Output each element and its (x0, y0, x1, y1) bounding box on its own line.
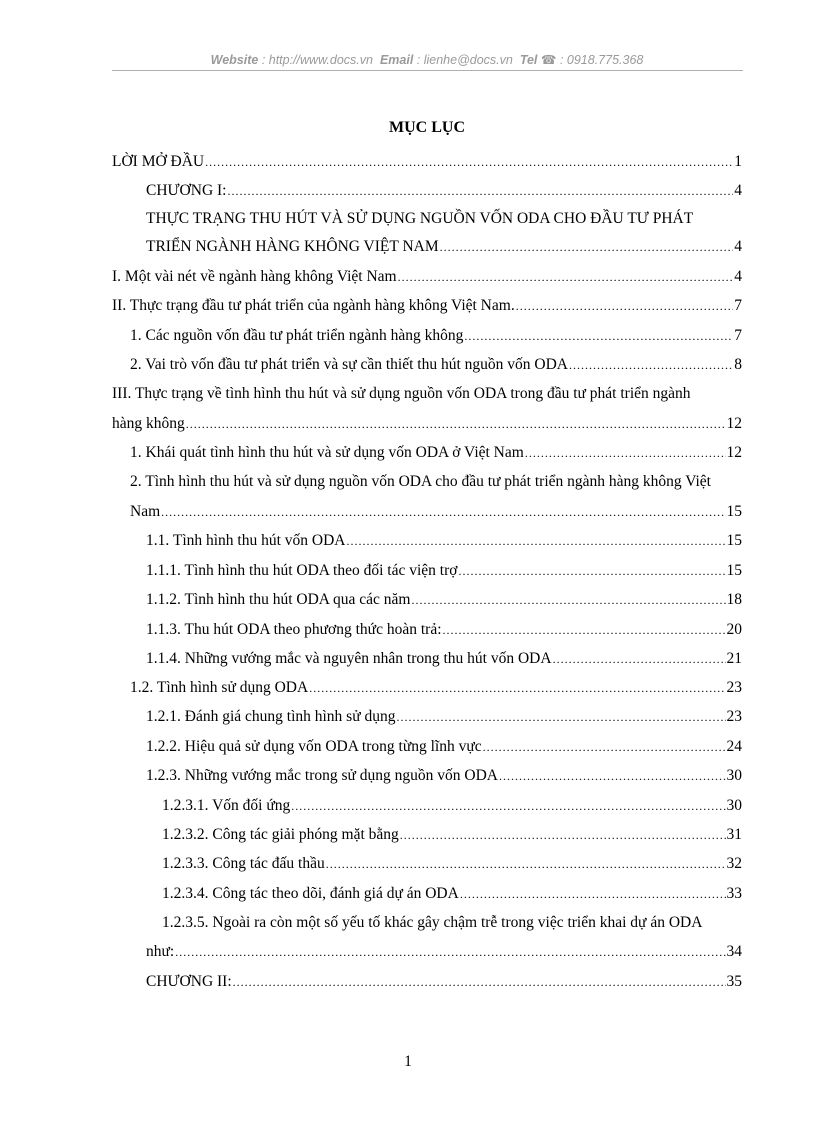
toc-entry-page: 4 (734, 182, 742, 199)
toc-entry-page: 33 (726, 885, 742, 902)
toc-entry-page: 21 (726, 650, 742, 667)
toc-entry-title: 1. Các nguồn vốn đầu tư phát triển ngành hàng không (130, 327, 464, 344)
dot-leader (458, 560, 725, 582)
toc-entry-title: LỜI MỞ ĐẦU (112, 153, 205, 170)
toc-entry-title: 1.2.1. Đánh giá chung tình hình sử dụng (146, 708, 396, 725)
toc-entry-title: CHƯƠNG II: (146, 973, 232, 990)
page-number: 1 (404, 1053, 412, 1070)
dot-leader (227, 180, 733, 202)
dot-leader (460, 883, 726, 905)
toc-line: III. Thực trạng về tình hình thu hút và sử dụng nguồn vốn ODA trong đầu tư phát triển ngành (112, 385, 691, 402)
dot-leader (186, 413, 726, 435)
toc-entry[interactable] (130, 442, 742, 464)
toc-entry-title: TRIỂN NGÀNH HÀNG KHÔNG VIỆT NAM (146, 238, 439, 255)
toc-entry[interactable] (130, 501, 742, 523)
toc-entry-page: 24 (726, 738, 742, 755)
toc-entry-page: 30 (726, 797, 742, 814)
toc-entry[interactable] (162, 795, 742, 817)
toc-entry[interactable] (112, 295, 742, 317)
toc-entry[interactable] (146, 619, 742, 641)
dot-leader (309, 677, 725, 699)
toc-entry-title: Nam (130, 503, 161, 520)
dot-leader (398, 266, 734, 288)
header-divider (112, 70, 743, 71)
toc-entry-title: I. Một vài nét về ngành hàng không Việt Nam (112, 268, 397, 285)
toc-entry-title: 1.2.3.2. Công tác giải phóng mặt bằng (162, 826, 399, 843)
toc-entry-page: 4 (734, 238, 742, 255)
toc-entry-title: 1.2.3.1. Vốn đối ứng (162, 797, 291, 814)
dot-leader (499, 765, 726, 787)
toc-entry[interactable] (146, 971, 742, 993)
toc-entry[interactable] (146, 180, 742, 202)
website-label: Website (210, 53, 259, 67)
toc-entry-title: 1.1.2. Tình hình thu hút ODA qua các năm (146, 591, 411, 608)
toc-entry[interactable] (146, 530, 742, 552)
toc-entry-page: 4 (734, 268, 742, 285)
toc-entry-title: 1.1.3. Thu hút ODA theo phương thức hoàn trả: (146, 621, 442, 638)
dot-leader (443, 619, 726, 641)
page-header (112, 52, 742, 67)
toc-entry[interactable] (130, 354, 742, 376)
dot-leader (483, 736, 726, 758)
toc-entry[interactable] (146, 648, 742, 670)
toc-entry[interactable] (146, 765, 742, 787)
toc-entry[interactable] (146, 706, 742, 728)
toc-line: 2. Tình hình thu hút và sử dụng nguồn vốn ODA cho đầu tư phát triển ngành hàng không Việt (130, 473, 711, 490)
dot-leader (411, 589, 725, 611)
toc-entry[interactable] (162, 853, 742, 875)
toc-entry-title: như: (146, 943, 175, 960)
toc-entry[interactable] (112, 151, 742, 173)
dot-leader (440, 236, 734, 258)
email-value: : lienhe@docs.vn (413, 53, 513, 67)
toc-entry-title: 1.1. Tình hình thu hút vốn ODA (146, 532, 346, 549)
tel-label: Tel (519, 53, 538, 67)
toc-entry-page: 32 (726, 855, 742, 872)
toc-entry[interactable] (162, 824, 742, 846)
toc-entry-page: 34 (726, 943, 742, 960)
toc-entry-page: 12 (726, 415, 742, 432)
toc-entry-page: 20 (726, 621, 742, 638)
toc-entry-title: 1.2.3.4. Công tác theo dõi, đánh giá dự án ODA (162, 885, 459, 902)
toc-entry[interactable] (130, 677, 742, 699)
toc-entry-title: 1.2. Tình hình sử dụng ODA (130, 679, 309, 696)
toc-entry[interactable] (146, 236, 742, 258)
toc-entry-page: 23 (726, 679, 742, 696)
toc-entry-page: 1 (734, 153, 742, 170)
toc-entry[interactable] (146, 589, 742, 611)
toc-entry[interactable] (130, 325, 742, 347)
dot-leader (525, 442, 726, 464)
toc-entry-page: 12 (726, 444, 742, 461)
toc-entry-page: 35 (726, 973, 742, 990)
dot-leader (397, 706, 726, 728)
toc-entry-page: 30 (726, 767, 742, 784)
toc-entry-page: 7 (734, 327, 742, 344)
dot-leader (326, 853, 726, 875)
tel-value: ☎ : 0918.775.368 (537, 53, 644, 67)
toc-entry[interactable] (146, 560, 742, 582)
toc-entry[interactable] (146, 736, 742, 758)
toc-entry-page: 15 (726, 532, 742, 549)
dot-leader (291, 795, 725, 817)
toc-entry-title: 2. Vai trò vốn đầu tư phát triển và sự cần thiết thu hút nguồn vốn ODA (130, 356, 568, 373)
toc-entry-title: 1. Khái quát tình hình thu hút và sử dụng vốn ODA ở Việt Nam (130, 444, 524, 461)
toc-entry-title: 1.2.3. Những vướng mắc trong sử dụng nguồn vốn ODA (146, 767, 498, 784)
toc-entry-page: 18 (726, 591, 742, 608)
toc-entry-page: 15 (726, 503, 742, 520)
dot-leader (205, 151, 733, 173)
toc-entry[interactable] (146, 941, 742, 963)
page-title: MỤC LỤC (389, 119, 465, 136)
toc-line: 1.2.3.5. Ngoài ra còn một số yếu tố khác gây chậm trễ trong việc triển khai dự án ODA (162, 914, 703, 931)
toc-entry-title: II. Thực trạng đầu tư phát triển của ngành hàng không Việt Nam. (112, 297, 515, 314)
toc-entry-page: 8 (734, 356, 742, 373)
dot-leader (347, 530, 726, 552)
email-label: Email (379, 53, 414, 67)
dot-leader (400, 824, 726, 846)
toc-line: THỰC TRẠNG THU HÚT VÀ SỬ DỤNG NGUỒN VỐN ODA CHO ĐẦU TƯ PHÁT (146, 210, 694, 227)
toc-entry-title: 1.2.3.3. Công tác đấu thầu (162, 855, 325, 872)
dot-leader (233, 971, 726, 993)
toc-entry[interactable] (112, 266, 742, 288)
toc-entry-page: 31 (726, 826, 742, 843)
toc-entry-title: CHƯƠNG I: (146, 182, 227, 199)
toc-entry-title: 1.1.1. Tình hình thu hút ODA theo đối tác viện trợ (146, 562, 458, 579)
toc-entry-page: 23 (726, 708, 742, 725)
toc-entry-page: 15 (726, 562, 742, 579)
dot-leader (553, 648, 726, 670)
toc-entry-page: 7 (734, 297, 742, 314)
toc-entry-title: 1.1.4. Những vướng mắc và nguyên nhân trong thu hút vốn ODA (146, 650, 552, 667)
dot-leader (516, 295, 734, 317)
toc-entry-title: hàng không (112, 415, 185, 432)
website-value: : http://www.docs.vn (258, 53, 373, 67)
toc-entry[interactable] (112, 413, 742, 435)
dot-leader (175, 941, 725, 963)
toc-entry[interactable] (162, 883, 742, 905)
dot-leader (569, 354, 733, 376)
toc-entry-title: 1.2.2. Hiệu quả sử dụng vốn ODA trong từng lĩnh vực (146, 738, 482, 755)
dot-leader (464, 325, 733, 347)
dot-leader (161, 501, 725, 523)
